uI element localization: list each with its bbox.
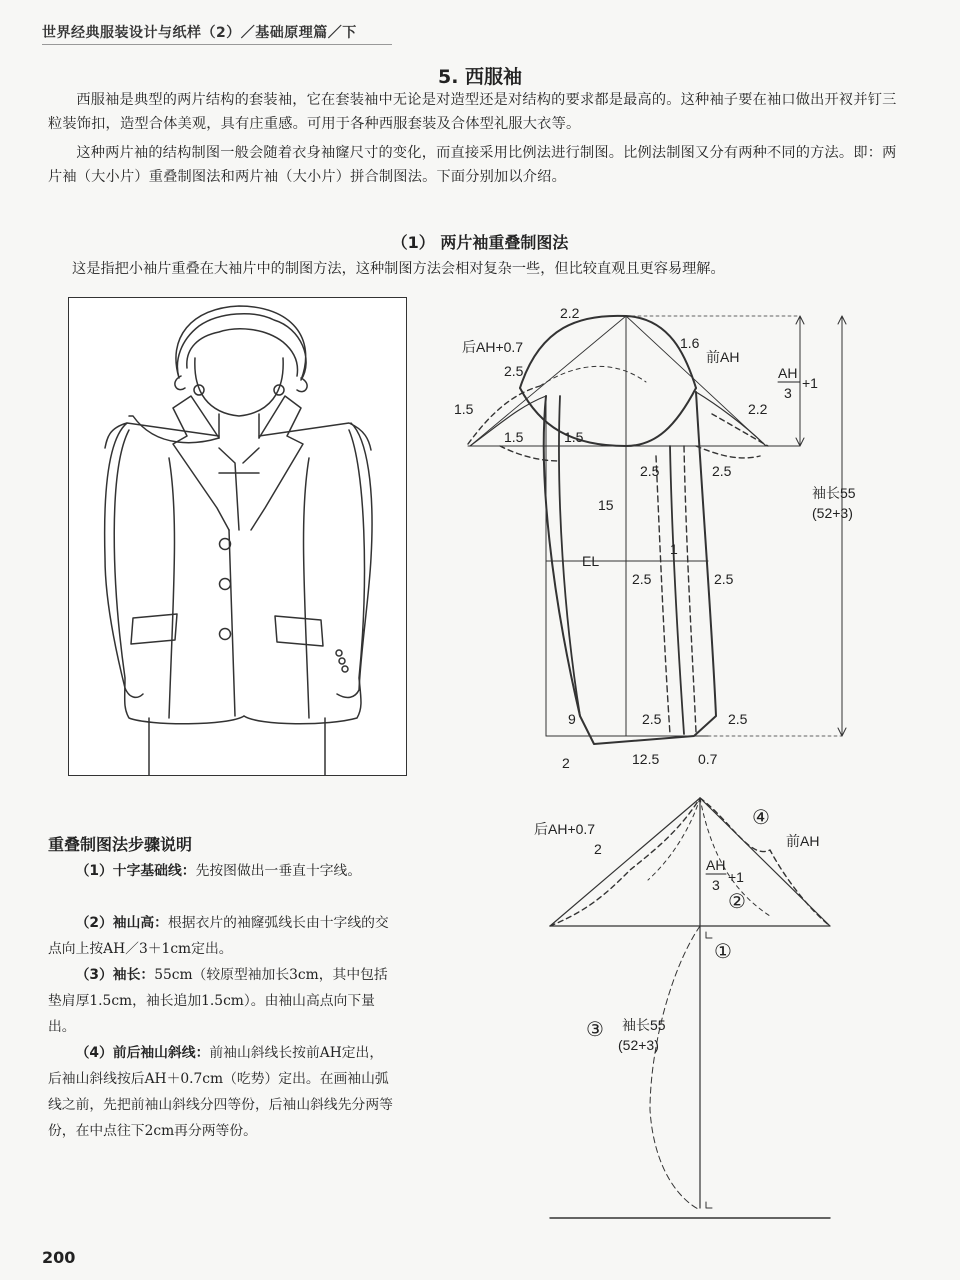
- label-ah-plus: +1: [802, 375, 818, 391]
- dim-2-2-right: 2.2: [748, 401, 768, 417]
- jacket-illustration-frame: [68, 297, 407, 776]
- step-4-text: 前袖山斜线长按前AH定出，后袖山斜线按后AH＋0.7cm（吃势）定出。在画袖山弧线之前，先把前袖山斜线分四等份，后袖山斜线先分两等份，在中点往下2cm再分两等份。: [48, 1045, 393, 1139]
- running-header: 世界经典服装设计与纸样（2）／基础原理篇／下: [42, 25, 357, 41]
- subsection-text: 这是指把小袖片重叠在大袖片中的制图方法，这种制图方法会相对复杂一些，但比较直观且更容易理解。: [72, 261, 725, 277]
- small-label-sleeve-length: 袖长55: [622, 1017, 666, 1033]
- dim-1-5-b: 1.5: [504, 429, 524, 445]
- dim-2-5-cuff-b: 2.5: [728, 711, 748, 727]
- label-sleeve-length-sub: (52+3): [812, 505, 853, 521]
- label-back-ah: 后AH+0.7: [462, 339, 524, 355]
- small-label-ah-plus: +1: [728, 869, 744, 885]
- intro-paragraph-1: 西服袖是典型的两片结构的套装袖，它在套装袖中无论是对造型还是对结构的要求都是最高的。这种袖子要在袖口做出开衩并钉三粒装饰扣，造型合体美观，具有庄重感。可用于各种西服套装及合体型礼服大衣等。: [48, 92, 897, 132]
- intro-paragraph-2: 这种两片袖的结构制图一般会随着衣身袖窿尺寸的变化，而直接采用比例法进行制图。比例法制图又分有两种不同的方法。即：两片袖（大小片）重叠制图法和两片袖（大小片）拼合制图法。下面分别加以介绍。: [48, 145, 897, 185]
- small-label-two: 2: [594, 841, 602, 857]
- label-ah-numerator: AH: [778, 365, 798, 381]
- label-sleeve-length: 袖长55: [812, 485, 856, 501]
- step-2-label: （2）袖山高：: [75, 915, 168, 931]
- step-3-label: （3）袖长：: [75, 967, 155, 983]
- label-front-ah: 前AH: [706, 349, 740, 365]
- dim-1-5-c: 1.5: [564, 429, 584, 445]
- sleeve-draft-diagram: [454, 296, 860, 776]
- dim-2-bottom: 2: [562, 755, 570, 771]
- jacket-illustration: [69, 298, 406, 775]
- dim-0-7: 0.7: [698, 751, 718, 767]
- dim-2-5-left: 2.5: [504, 363, 524, 379]
- step-4: [48, 1040, 396, 1144]
- marker-1: ①: [714, 941, 732, 963]
- small-label-sleeve-length-sub: (52+3): [618, 1037, 659, 1053]
- dim-2-5-elbow-b: 2.5: [714, 571, 734, 587]
- step-1-text: 先按图做出一垂直十字线。: [195, 863, 362, 879]
- sleeve-cap-diagram: [530, 790, 870, 1230]
- dim-15: 15: [598, 497, 614, 513]
- small-label-ah-denominator: 3: [712, 877, 720, 893]
- step-4-label: （4）前后袖山斜线：: [75, 1045, 210, 1061]
- step-1-label: （1）十字基础线：: [75, 863, 196, 879]
- step-1: [48, 858, 396, 884]
- page-number: 200: [42, 1248, 76, 1267]
- dim-1-6: 1.6: [680, 335, 700, 351]
- steps-title: 重叠制图法步骤说明: [48, 835, 193, 854]
- step-3: [48, 962, 396, 1040]
- marker-3: ③: [586, 1019, 604, 1041]
- small-label-back-ah: 后AH+0.7: [534, 821, 596, 837]
- step-3-text: 55cm（较原型袖加长3cm，其中包括垫肩厚1.5cm，袖长追加1.5cm）。由袖山高点向下量出。: [48, 967, 388, 1035]
- dim-2-5-elbow-a: 2.5: [632, 571, 652, 587]
- step-2-text: 根据衣片的袖窿弧线长由十字线的交点向上按AH／3＋1cm定出。: [48, 915, 389, 957]
- dim-12-5: 12.5: [632, 751, 660, 767]
- marker-2: ②: [728, 891, 746, 913]
- header-rule: [42, 44, 392, 45]
- dim-1-5-a: 1.5: [454, 401, 474, 417]
- section-title: 5. 西服袖: [437, 66, 523, 88]
- dim-2-5-mid-b: 2.5: [712, 463, 732, 479]
- dim-2-2-top: 2.2: [560, 305, 580, 321]
- small-label-front-ah: 前AH: [786, 833, 820, 849]
- dim-2-5-cuff-a: 2.5: [642, 711, 662, 727]
- step-2: [48, 910, 396, 962]
- dim-9: 9: [568, 711, 576, 727]
- small-label-ah-numerator: AH: [706, 857, 726, 873]
- marker-4: ④: [752, 807, 770, 829]
- label-el: EL: [582, 553, 600, 569]
- label-ah-denominator: 3: [784, 385, 792, 401]
- subsection-title: （1） 两片袖重叠制图法: [391, 233, 569, 252]
- dim-1: 1: [670, 541, 678, 557]
- dim-2-5-mid-a: 2.5: [640, 463, 660, 479]
